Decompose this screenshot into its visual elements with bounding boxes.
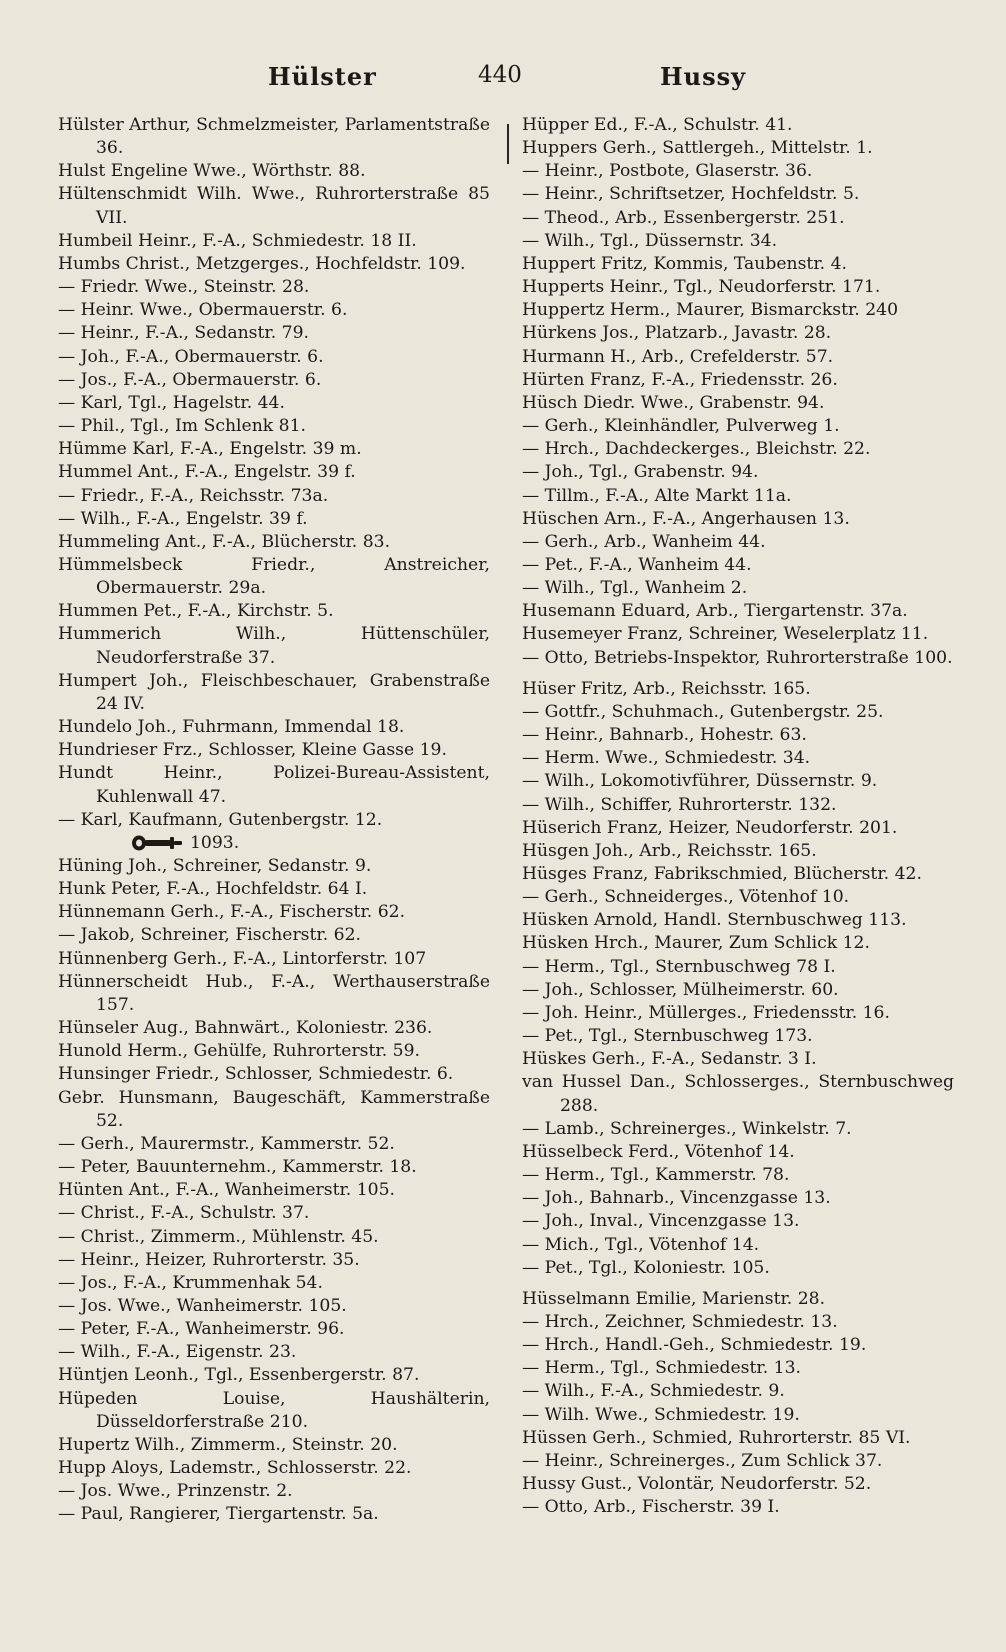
list-item: Hüning Joh., Schreiner, Sedanstr. 9. [58,856,372,876]
column-rule [507,124,509,164]
list-item: Hunold Herm., Gehülfe, Ruhrorterstr. 59. [58,1041,420,1062]
list-item: — Christ., Zimmerm., Mühlenstr. 45. [58,1226,379,1247]
list-item: — Friedr. Wwe., Steinstr. 28. [58,277,310,298]
list-item: Hüsselmann Emilie, Marienstr. 28. [522,1288,826,1309]
list-item: — Wilh. Wwe., Schmiedestr. 19. [522,1404,800,1425]
list-item: Hulst Engeline Wwe., Wörthstr. 88. [58,161,366,182]
list-item: — Heinr., F.-A., Sedanstr. 79. [58,323,309,344]
list-item: Husemeyer Franz, Schreiner, Weselerplatz 11. [522,624,929,645]
page-header [0,62,1006,102]
list-item: — Heinr., Heizer, Ruhrorterstr. 35. [58,1249,360,1270]
list-item: Hülster Arthur, Schmelzmeister, Parlamentstraße 36. [58,115,490,159]
header-right-keyword: Hussy [660,62,747,91]
list-item: — Jos., F.-A., Krummenhak 54. [58,1272,323,1293]
list-item: Hummeling Ant., F.-A., Blücherstr. 83. [58,531,391,552]
list-item: — Peter, Bauunternehm., Kammerstr. 18. [58,1157,417,1178]
list-item: — Pet., Tgl., Koloniestr. 105. [522,1257,770,1278]
list-item: — Karl, Kaufmann, Gutenbergstr. 12. [58,809,383,830]
list-item: Humbs Christ., Metzgerges., Hochfeldstr. 109. [58,253,466,274]
list-item: van Hussel Dan., Schlosserges., Sternbuschweg 288. [522,1072,954,1116]
list-item: Hürten Franz, F.-A., Friedensstr. 26. [522,369,838,390]
list-item: — Phil., Tgl., Im Schlenk 81. [58,416,306,437]
phone-number: 1093. [190,832,240,853]
list-item: Huppertz Herm., Maurer, Bismarckstr. 240 [522,300,899,321]
list-item: — Hrch., Handl.-Geh., Schmiedestr. 19. [522,1335,867,1356]
list-item: — Joh., Schlosser, Mülheimerstr. 60. [522,979,839,1000]
list-item: Hüsgen Joh., Arb., Reichsstr. 165. [522,840,817,861]
list-item: Hunsinger Friedr., Schlosser, Schmiedestr. 6. [58,1064,454,1085]
list-item: Hüpeden Louise, Haushälterin, Düsseldorferstraße 210. [58,1388,490,1432]
list-item: Huppers Gerh., Sattlergeh., Mittelstr. 1. [522,138,873,159]
list-item: Hurmann H., Arb., Crefelderstr. 57. [522,346,834,367]
list-item: Hüserich Franz, Heizer, Neudorferstr. 201. [522,817,898,838]
list-item: Hürkens Jos., Platzarb., Javastr. 28. [522,323,832,344]
list-item: — Gerh., Maurermstr., Kammerstr. 52. [58,1133,395,1154]
list-item: Hupp Aloys, Lademstr., Schlosserstr. 22. [58,1458,412,1479]
list-item: Humbeil Heinr., F.-A., Schmiedestr. 18 II. [58,230,417,251]
list-item: Hüsselbeck Ferd., Vötenhof 14. [522,1141,795,1162]
list-item: — Jos. Wwe., Wanheimerstr. 105. [58,1295,347,1316]
list-item: — Heinr., Schriftsetzer, Hochfeldstr. 5. [522,184,860,205]
list-item: Hüpper Ed., F.-A., Schulstr. 41. [522,115,793,135]
list-item: Hültenschmidt Wilh. Wwe., Ruhrorterstraße 85 VII. [58,184,490,228]
header-left-keyword: Hülster [268,62,377,91]
page-number: 440 [478,62,522,88]
list-item: — Mich., Tgl., Vötenhof 14. [522,1234,760,1255]
list-item: — Friedr., F.-A., Reichsstr. 73a. [58,485,329,506]
list-item: Hünnemann Gerh., F.-A., Fischerstr. 62. [58,902,406,923]
telephone-icon [130,833,184,853]
list-item: Hüser Fritz, Arb., Reichsstr. 165. [522,678,811,699]
left-column [58,114,490,1527]
list-item: — Heinr. Wwe., Obermauerstr. 6. [58,300,348,321]
list-item: — Wilh., Schiffer, Ruhrorterstr. 132. [522,794,837,815]
list-item: — Heinr., Postbote, Glaserstr. 36. [522,161,813,182]
list-item: Hupertz Wilh., Zimmerm., Steinstr. 20. [58,1434,398,1455]
list-item: Hüsken Hrch., Maurer, Zum Schlick 12. [522,933,870,954]
list-item: Hünnerscheidt Hub., F.-A., Werthauserstraße 157. [58,971,490,1015]
list-item: Hüsch Diedr. Wwe., Grabenstr. 94. [522,392,825,413]
list-item: — Wilh., F.-A., Engelstr. 39 f. [58,508,308,529]
list-item: Gebr. Hunsmann, Baugeschäft, Kammerstraße 52. [58,1087,490,1131]
right-column [522,114,954,1519]
list-item: — Otto, Betriebs-Inspektor, Ruhrorterstraße 100. [522,647,953,668]
list-item: — Wilh., Tgl., Wanheim 2. [522,578,748,599]
list-item: Hüschen Arn., F.-A., Angerhausen 13. [522,508,850,529]
list-item: — Heinr., Schreinerges., Zum Schlick 37. [522,1450,883,1471]
list-item: Hunk Peter, F.-A., Hochfeldstr. 64 I. [58,879,368,900]
list-item: — Theod., Arb., Essenbergerstr. 251. [522,207,845,228]
list-item: — Herm., Tgl., Schmiedestr. 13. [522,1358,801,1379]
list-item: — Wilh., F.-A., Eigenstr. 23. [58,1342,297,1363]
list-item: Hümmelsbeck Friedr., Anstreicher, Obermauerstr. 29a. [58,554,490,599]
list-item: — Joh., Inval., Vincenzgasse 13. [522,1211,800,1232]
list-item: — Lamb., Schreinerges., Winkelstr. 7. [522,1118,852,1139]
list-item: — Jakob, Schreiner, Fischerstr. 62. [58,925,361,946]
list-item: — Jos. Wwe., Prinzenstr. 2. [58,1481,293,1502]
list-item: — Gottfr., Schuhmach., Gutenbergstr. 25. [522,701,884,722]
list-item: — Tillm., F.-A., Alte Markt 11a. [522,485,792,506]
list-item: — Paul, Rangierer, Tiergartenstr. 5a. [58,1504,379,1525]
list-item: Hüntjen Leonh., Tgl., Essenbergerstr. 87. [58,1365,420,1386]
list-item: — Joh., Tgl., Grabenstr. 94. [522,462,759,483]
list-item: — Heinr., Bahnarb., Hohestr. 63. [522,725,807,746]
list-item: — Herm. Wwe., Schmiedestr. 34. [522,748,811,769]
list-item: Hünseler Aug., Bahnwärt., Koloniestr. 236. [58,1018,433,1039]
list-item: Hupperts Heinr., Tgl., Neudorferstr. 171. [522,277,881,298]
list-item: — Wilh., Lokomotivführer, Düssernstr. 9. [522,771,878,792]
list-item: — Hrch., Dachdeckerges., Bleichstr. 22. [522,439,871,460]
list-item: — Christ., F.-A., Schulstr. 37. [58,1203,310,1224]
list-item: Hüsken Arnold, Handl. Sternbuschweg 113. [522,910,907,931]
list-item: Hüskes Gerh., F.-A., Sedanstr. 3 I. [522,1049,817,1070]
list-item: Huppert Fritz, Kommis, Taubenstr. 4. [522,253,847,274]
list-item: — Joh., F.-A., Obermauerstr. 6. [58,346,324,367]
list-item: Hüssen Gerh., Schmied, Ruhrorterstr. 85 VI. [522,1427,911,1448]
list-item: — Gerh., Arb., Wanheim 44. [522,531,766,552]
list-item: Hünnenberg Gerh., F.-A., Lintorferstr. 107 [58,948,427,969]
list-item: Husemann Eduard, Arb., Tiergartenstr. 37a. [522,601,908,622]
list-item: Hummen Pet., F.-A., Kirchstr. 5. [58,601,334,622]
list-item: — Karl, Tgl., Hagelstr. 44. [58,392,285,413]
list-item: Hummerich Wilh., Hüttenschüler, Neudorferstraße 37. [58,624,490,668]
list-item: — Joh. Heinr., Müllerges., Friedensstr. 16. [522,1002,890,1023]
list-item: — Joh., Bahnarb., Vincenzgasse 13. [522,1188,831,1209]
list-item: — Gerh., Schneiderges., Vötenhof 10. [522,887,850,908]
list-item: Hünten Ant., F.-A., Wanheimerstr. 105. [58,1180,395,1201]
list-item: Hundt Heinr., Polizei-Bureau-Assistent, Kuhlenwall 47. [58,763,490,807]
list-item: — Gerh., Kleinhändler, Pulverweg 1. [522,416,840,437]
list-item: — Pet., F.-A., Wanheim 44. [522,554,752,575]
phone-line [58,832,490,855]
list-item: — Hrch., Zeichner, Schmiedestr. 13. [522,1311,838,1332]
list-item: — Peter, F.-A., Wanheimerstr. 96. [58,1319,345,1340]
list-item: Hummel Ant., F.-A., Engelstr. 39 f. [58,462,356,483]
list-item: Hüsges Franz, Fabrikschmied, Blücherstr. 42. [522,864,922,884]
list-item: — Jos., F.-A., Obermauerstr. 6. [58,369,322,390]
list-item: Hundelo Joh., Fuhrmann, Immendal 18. [58,717,405,738]
list-item: — Herm., Tgl., Sternbuschweg 78 I. [522,956,836,977]
list-item: — Pet., Tgl., Sternbuschweg 173. [522,1026,813,1047]
list-item: Hussy Gust., Volontär, Neudorferstr. 52. [522,1474,872,1495]
list-item: Humpert Joh., Fleischbeschauer, Grabenstraße 24 IV. [58,670,490,714]
list-item: — Herm., Tgl., Kammerstr. 78. [522,1165,790,1186]
list-item: Hundrieser Frz., Schlosser, Kleine Gasse 19. [58,740,447,761]
list-item: — Wilh., Tgl., Düssernstr. 34. [522,230,778,251]
list-item: Hümme Karl, F.-A., Engelstr. 39 m. [58,439,362,460]
list-item: — Wilh., F.-A., Schmiedestr. 9. [522,1381,785,1402]
list-item: — Otto, Arb., Fischerstr. 39 I. [522,1497,780,1518]
